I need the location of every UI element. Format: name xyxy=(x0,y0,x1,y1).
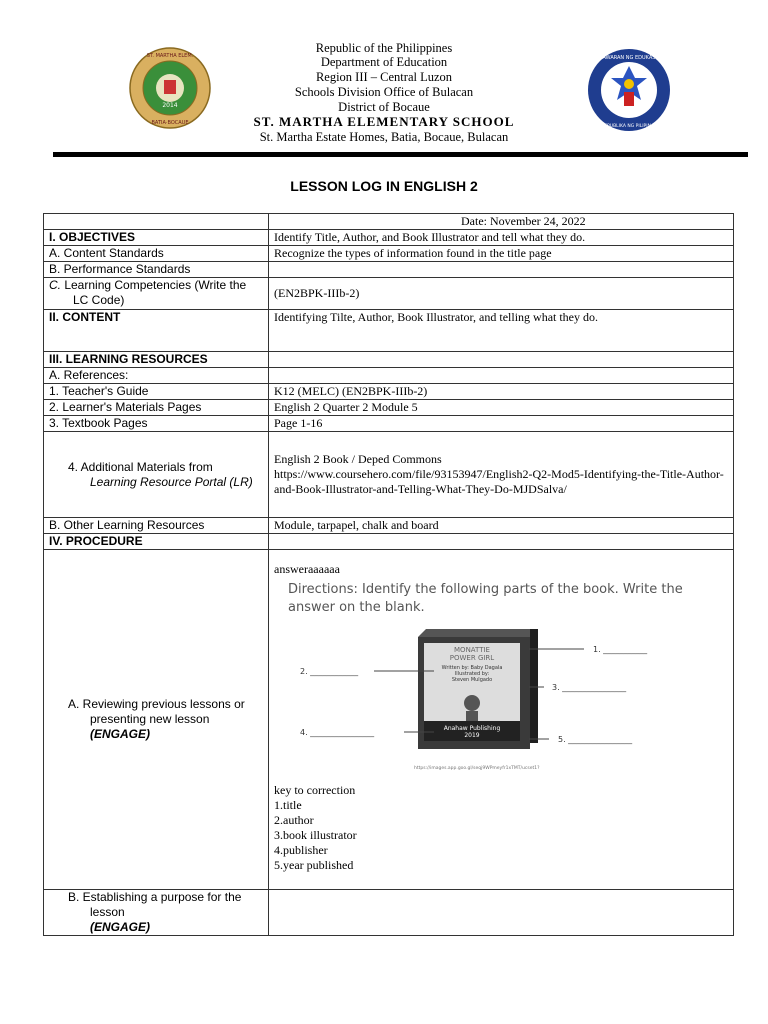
book-illustration: MONATTIE POWER GIRL Written by: Baby Dagala Illustrated by: Steven Mulgado Anahaw Publishing 2019 xyxy=(414,629,538,751)
teachers-guide-value: K12 (MELC) (EN2BPK-IIIb-2) xyxy=(269,384,734,400)
other-resources-label: B. Other Learning Resources xyxy=(44,518,269,534)
objectives-label: I. OBJECTIVES xyxy=(44,230,269,246)
header-line-region: Region III – Central Luzon xyxy=(315,70,453,84)
objectives-value: Identify Title, Author, and Book Illustrator and tell what they do. xyxy=(269,230,734,246)
textbook-label: 3. Textbook Pages xyxy=(44,416,269,432)
blank-3: 3. ________________ xyxy=(552,683,627,692)
establishing-value xyxy=(269,890,734,936)
blank-1: 1. ___________ xyxy=(593,645,648,654)
key-heading: key to correction xyxy=(274,783,356,797)
worksheet-image xyxy=(274,579,728,779)
learners-materials-label: 2. Learner's Materials Pages xyxy=(44,400,269,416)
key-item: 5.year published xyxy=(274,858,354,872)
svg-text:KAGAWARAN NG EDUKASYON: KAGAWARAN NG EDUKASYON xyxy=(592,55,666,61)
textbook-value: Page 1-16 xyxy=(269,416,734,432)
header-divider xyxy=(53,152,748,157)
content-standards-value: Recognize the types of information found in the title page xyxy=(269,246,734,262)
answer-text: answeraaaaaa xyxy=(274,562,340,576)
key-item: 1.title xyxy=(274,798,302,812)
reviewing-label: A. Reviewing previous lessons or presenting new lesson (ENGAGE) xyxy=(44,550,269,890)
header-line-division: Schools Division Office of Bulacan xyxy=(294,85,474,99)
performance-standards-value xyxy=(269,262,734,278)
header-line-department: Department of Education xyxy=(320,55,448,69)
document-title: LESSON LOG IN ENGLISH 2 xyxy=(290,178,478,194)
competencies-value: (EN2BPK-IIIb-2) xyxy=(269,278,734,310)
date-cell: Date: November 24, 2022 xyxy=(269,214,734,230)
worksheet-directions: Directions: Identify the following parts of the book. Write the answer on the blank. xyxy=(288,582,683,615)
key-item: 3.book illustrator xyxy=(274,828,357,842)
worksheet-source: https://images.app.goo.gl/seqj9WPmeyfr1xTMT/ucset1? xyxy=(414,766,540,771)
reviewing-content xyxy=(269,550,734,890)
procedure-label: IV. PROCEDURE xyxy=(44,534,269,550)
blank-5: 5. ________________ xyxy=(558,735,633,744)
blank-2: 2. ____________ xyxy=(300,667,359,676)
learners-materials-value: English 2 Quarter 2 Module 5 xyxy=(269,400,734,416)
blank-4: 4. ________________ xyxy=(300,728,375,737)
school-address: St. Martha Estate Homes, Batia, Bocaue, Bulacan xyxy=(259,130,509,144)
school-name: ST. MARTHA ELEMENTARY SCHOOL xyxy=(253,114,515,129)
references-label: A. References: xyxy=(44,368,269,384)
header-line-republic: Republic of the Philippines xyxy=(315,41,453,55)
additional-materials-value: English 2 Book / Deped Commons https://www.coursehero.com/file/93153947/English2-Q2-Mod5-Identifying-the-Title-Author-and-Book-Illustrator-and-Telling-What-They-Do-MJDSalva/ xyxy=(269,432,734,518)
svg-text:BATIA·BOCAUE: BATIA·BOCAUE xyxy=(151,120,189,126)
establishing-label: B. Establishing a purpose for the lesson (ENGAGE) xyxy=(44,890,269,936)
content-value: Identifying Tilte, Author, Book Illustrator, and telling what they do. xyxy=(269,310,734,352)
header-line-district: District of Bocaue xyxy=(338,100,430,114)
teachers-guide-label: 1. Teacher's Guide xyxy=(44,384,269,400)
lesson-log-table xyxy=(43,213,734,936)
content-label: II. CONTENT xyxy=(44,310,269,352)
svg-text:2014: 2014 xyxy=(162,102,178,109)
other-resources-value: Module, tarpapel, chalk and board xyxy=(269,518,734,534)
learning-resources-label: III. LEARNING RESOURCES xyxy=(44,352,269,368)
key-item: 2.author xyxy=(274,813,314,827)
additional-materials-link[interactable]: https://www.coursehero.com/file/93153947/English2-Q2-Mod5-Identifying-the-Title-Author-and-Book-Illustrator-and-Telling-What-They-Do-MJDSalva/ xyxy=(274,467,724,496)
content-standards-label: A. Content Standards xyxy=(44,246,269,262)
worksheet-arrows xyxy=(274,579,740,779)
competencies-label: C. Learning Competencies (Write the LC Code) xyxy=(44,278,269,310)
svg-text:REPUBLIKA NG PILIPINAS: REPUBLIKA NG PILIPINAS xyxy=(601,124,657,129)
svg-text:ST. MARTHA ELEM.: ST. MARTHA ELEM. xyxy=(146,53,194,59)
key-item: 4.publisher xyxy=(274,843,328,857)
additional-materials-label: 4. Additional Materials from Learning Resource Portal (LR) xyxy=(44,432,269,518)
performance-standards-label: B. Performance Standards xyxy=(44,262,269,278)
